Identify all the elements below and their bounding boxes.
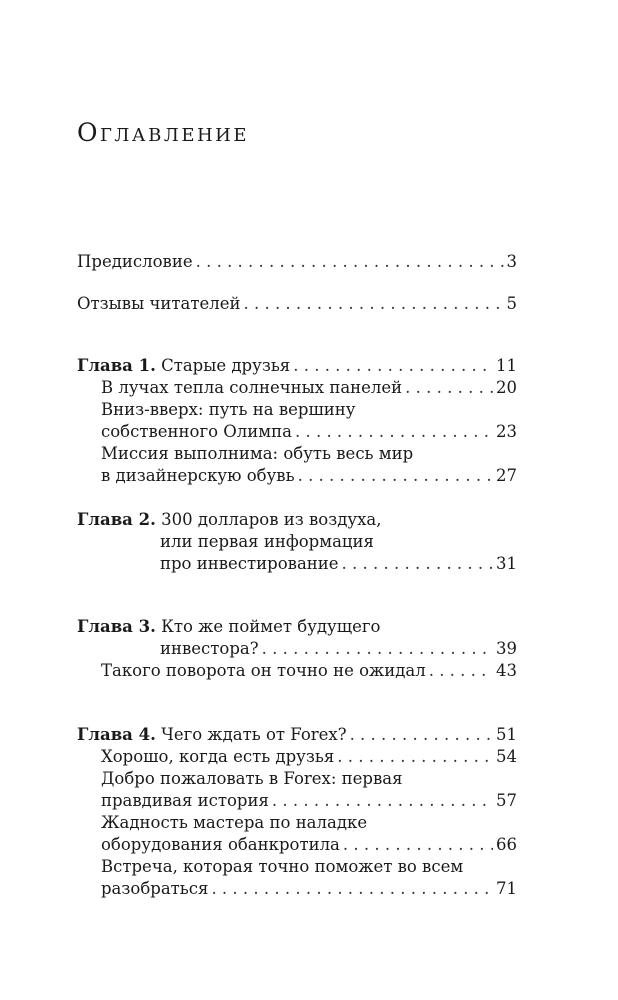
chapter-title: Чего ждать от Forex?	[161, 725, 347, 744]
page-number: 54	[496, 747, 517, 766]
toc-entry-reviews[interactable]	[77, 293, 517, 315]
dot-leader	[350, 724, 493, 746]
chapter-number: Глава 4.	[77, 725, 156, 744]
dot-leader	[293, 355, 493, 377]
page-number: 23	[496, 422, 517, 441]
dot-leader	[262, 638, 493, 660]
page-number: 20	[496, 378, 517, 397]
page-number: 51	[496, 725, 517, 744]
section-title-line: Жадность мастера по наладке	[101, 813, 368, 832]
toc-entry-chapter-3-head	[77, 616, 380, 638]
section-title: разобраться	[101, 879, 209, 898]
page-number: 27	[496, 466, 517, 485]
dot-leader	[298, 465, 493, 487]
chapter-title: про инвестирование	[160, 554, 339, 573]
toc-entry-ch4-section-1[interactable]	[101, 746, 517, 768]
section-title: собственного Олимпа	[101, 422, 292, 441]
page-number: 11	[496, 356, 517, 375]
toc-entry-chapter-4[interactable]	[77, 724, 517, 746]
page-number: 5	[506, 294, 517, 313]
entry-label: Предисловие	[77, 252, 193, 271]
toc-entry-ch1-section-2[interactable]	[101, 421, 517, 443]
section-title: В лучах тепла солнечных панелей	[101, 378, 403, 397]
section-title-line: Встреча, которая точно поможет во всем	[101, 857, 464, 876]
entry-label: Отзывы читателей	[77, 294, 241, 313]
page-number: 66	[496, 835, 517, 854]
page-number: 3	[506, 252, 517, 271]
dot-leader	[243, 293, 503, 315]
page-number: 43	[496, 661, 517, 680]
section-title-line: Миссия выполнима: обуть весь мир	[101, 444, 414, 463]
toc-entry-ch1-section-1[interactable]	[101, 377, 517, 399]
section-title: Хорошо, когда есть друзья	[101, 747, 335, 766]
dot-leader	[405, 377, 493, 399]
dot-leader	[429, 660, 493, 682]
page-number: 39	[496, 639, 517, 658]
chapter-number: Глава 1.	[77, 356, 156, 375]
toc-entry-preface[interactable]	[77, 251, 517, 273]
page-title: Оглавление	[77, 118, 249, 147]
section-title: оборудования обанкротила	[101, 835, 340, 854]
dot-leader	[211, 878, 493, 900]
dot-leader	[342, 553, 493, 575]
chapter-number: Глава 2.	[77, 510, 156, 529]
chapter-title: Кто же поймет будущего	[161, 617, 381, 636]
dot-leader	[337, 746, 493, 768]
page-number: 57	[496, 791, 517, 810]
toc-entry-chapter-1[interactable]	[77, 355, 517, 377]
dot-leader	[343, 834, 493, 856]
toc-entry-ch1-section-3[interactable]	[101, 465, 517, 487]
dot-leader	[272, 790, 493, 812]
dot-leader	[196, 251, 504, 273]
toc-entry-ch3-section-1[interactable]	[101, 660, 517, 682]
toc-entry-ch4-section-2[interactable]	[101, 790, 517, 812]
toc-entry-chapter-2[interactable]	[160, 553, 517, 575]
chapter-title: Старые друзья	[161, 356, 291, 375]
chapter-title: инвестора?	[160, 639, 259, 658]
chapter-title: 300 долларов из воздуха,	[161, 510, 382, 529]
page-number: 71	[496, 879, 517, 898]
chapter-title-line: или первая информация	[160, 532, 374, 551]
toc-entry-ch4-section-3[interactable]	[101, 834, 517, 856]
dot-leader	[295, 421, 493, 443]
toc-entry-ch4-section-4[interactable]	[101, 878, 517, 900]
page-number: 31	[496, 554, 517, 573]
section-title: в дизайнерскую обувь	[101, 466, 295, 485]
chapter-number: Глава 3.	[77, 617, 156, 636]
toc-entry-chapter-2-head	[77, 509, 381, 531]
toc-entry-chapter-3[interactable]	[160, 638, 517, 660]
section-title: правдивая история	[101, 791, 269, 810]
section-title: Такого поворота он точно не ожидал	[101, 661, 426, 680]
section-title-line: Добро пожаловать в Forex: первая	[101, 769, 403, 788]
section-title-line: Вниз-вверх: путь на вершину	[101, 400, 356, 419]
